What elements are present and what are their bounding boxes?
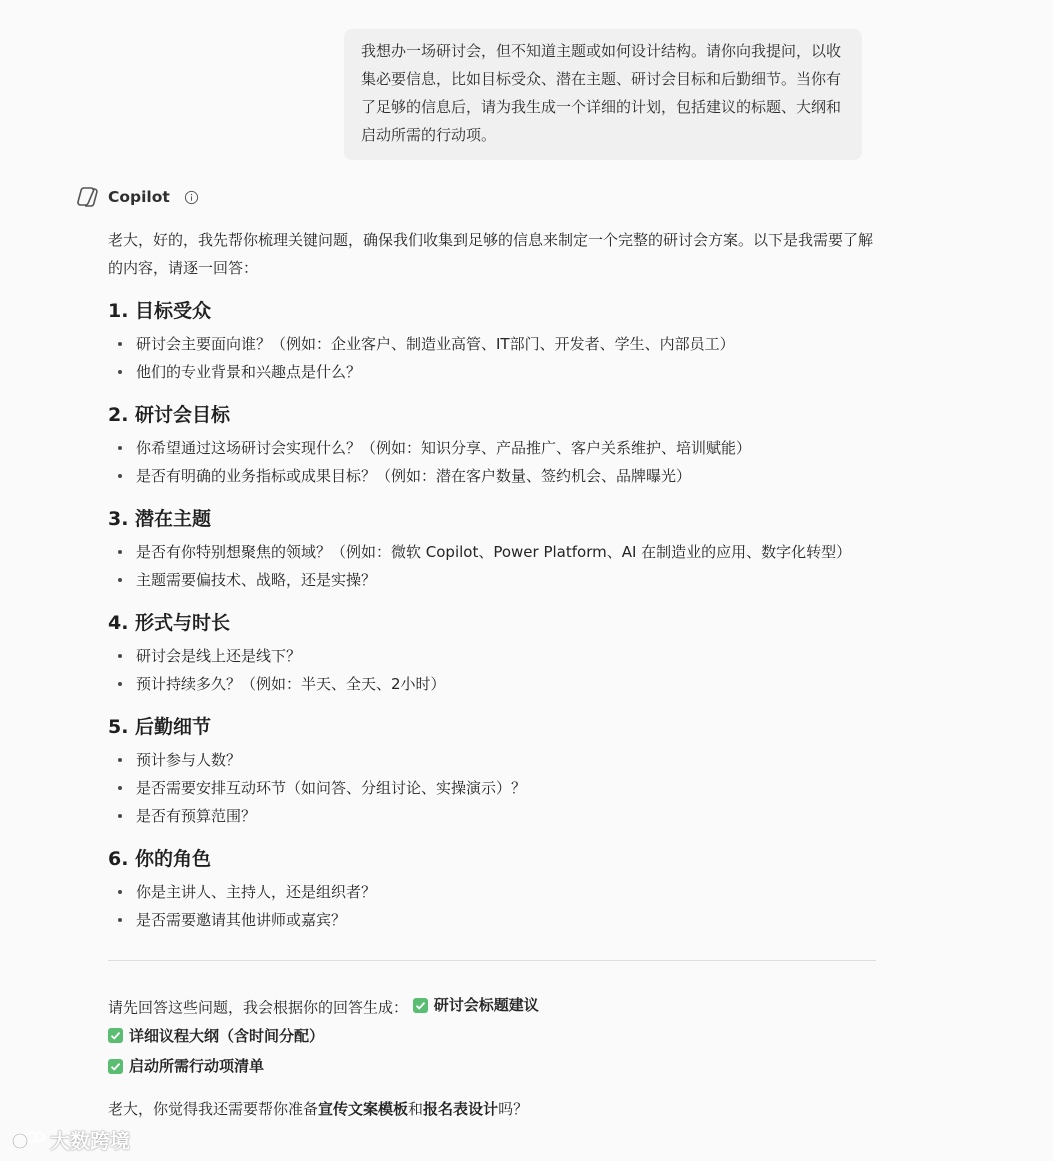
watermark-logo-icon (10, 1128, 46, 1152)
list-item: 主题需要偏技术、战略，还是实操？ (108, 566, 876, 594)
checklist-item: 启动所需行动项清单 (108, 1052, 264, 1080)
checklist-item: 研讨会标题建议 (413, 991, 539, 1019)
info-icon[interactable] (184, 190, 199, 205)
checklist-item: 详细议程大纲（含时间分配） (108, 1022, 324, 1050)
list-item: 你是主讲人、主持人，还是组织者？ (108, 878, 876, 906)
copilot-logo-icon (76, 185, 100, 209)
divider (108, 960, 876, 961)
bullet-list (108, 878, 876, 934)
list-item: 他们的专业背景和兴趣点是什么？ (108, 358, 876, 386)
bullet-list (108, 538, 876, 594)
section-title: 5. 后勤细节 (108, 716, 212, 738)
section-title: 3. 潜在主题 (108, 508, 212, 530)
section-audience (108, 298, 876, 386)
check-mark-icon (108, 1059, 123, 1074)
section-goals (108, 402, 876, 490)
watermark (10, 1125, 130, 1154)
list-item: 是否有明确的业务指标或成果目标？（例如：潜在客户数量、签约机会、品牌曝光） (108, 462, 876, 490)
section-format (108, 610, 876, 698)
list-item: 预计持续多久？（例如：半天、全天、2小时） (108, 670, 876, 698)
section-logistics (108, 714, 876, 830)
user-message-text: 我想办一场研讨会，但不知道主题或如何设计结构。请你向我提问，以收集必要信息，比如目标受众、潜在主题、研讨会目标和后勤细节。当你有了足够的信息后，请为我生成一个详细的计划，包括建议的标题、大纲和启动所需的行动项。 (361, 42, 842, 144)
bot-name: Copilot (108, 188, 170, 206)
watermark-text: 大数跨境 (50, 1129, 130, 1153)
bot-response (108, 226, 876, 1138)
intro-text: 老大，好的，我先帮你梳理关键问题，确保我们收集到足够的信息来制定一个完整的研讨会方案。以下是我需要了解的内容，请逐一回答： (108, 231, 874, 277)
list-item: 是否需要邀请其他讲师或嘉宾？ (108, 906, 876, 934)
check-mark-icon (108, 1028, 123, 1043)
summary (108, 991, 876, 1083)
list-item: 是否有你特别想聚焦的领域？（例如：微软 Copilot、Power Platform、AI 在制造业的应用、数字化转型） (108, 538, 876, 566)
check-mark-icon (413, 998, 428, 1013)
user-message-bubble (344, 29, 862, 160)
bot-header (76, 184, 199, 210)
closing-question: 老大，你觉得我还需要帮你准备宣传文案模板和报名表设计吗？ (108, 1099, 529, 1118)
list-item: 你希望通过这场研讨会实现什么？（例如：知识分享、产品推广、客户关系维护、培训赋能） (108, 434, 876, 462)
bullet-list (108, 434, 876, 490)
section-topics (108, 506, 876, 594)
list-item: 是否需要安排互动环节（如问答、分组讨论、实操演示）？ (108, 774, 876, 802)
summary-prefix: 请先回答这些问题，我会根据你的回答生成： (108, 998, 409, 1017)
list-item: 预计参与人数？ (108, 746, 876, 774)
bullet-list (108, 330, 876, 386)
section-title: 2. 研讨会目标 (108, 404, 231, 426)
bullet-list (108, 642, 876, 698)
bullet-list (108, 746, 876, 830)
list-item: 是否有预算范围？ (108, 802, 876, 830)
section-title: 4. 形式与时长 (108, 612, 231, 634)
section-title: 6. 你的角色 (108, 848, 212, 870)
list-item: 研讨会是线上还是线下？ (108, 642, 876, 670)
section-title: 1. 目标受众 (108, 300, 212, 322)
list-item: 研讨会主要面向谁？（例如：企业客户、制造业高管、IT部门、开发者、学生、内部员工） (108, 330, 876, 358)
section-role (108, 846, 876, 934)
